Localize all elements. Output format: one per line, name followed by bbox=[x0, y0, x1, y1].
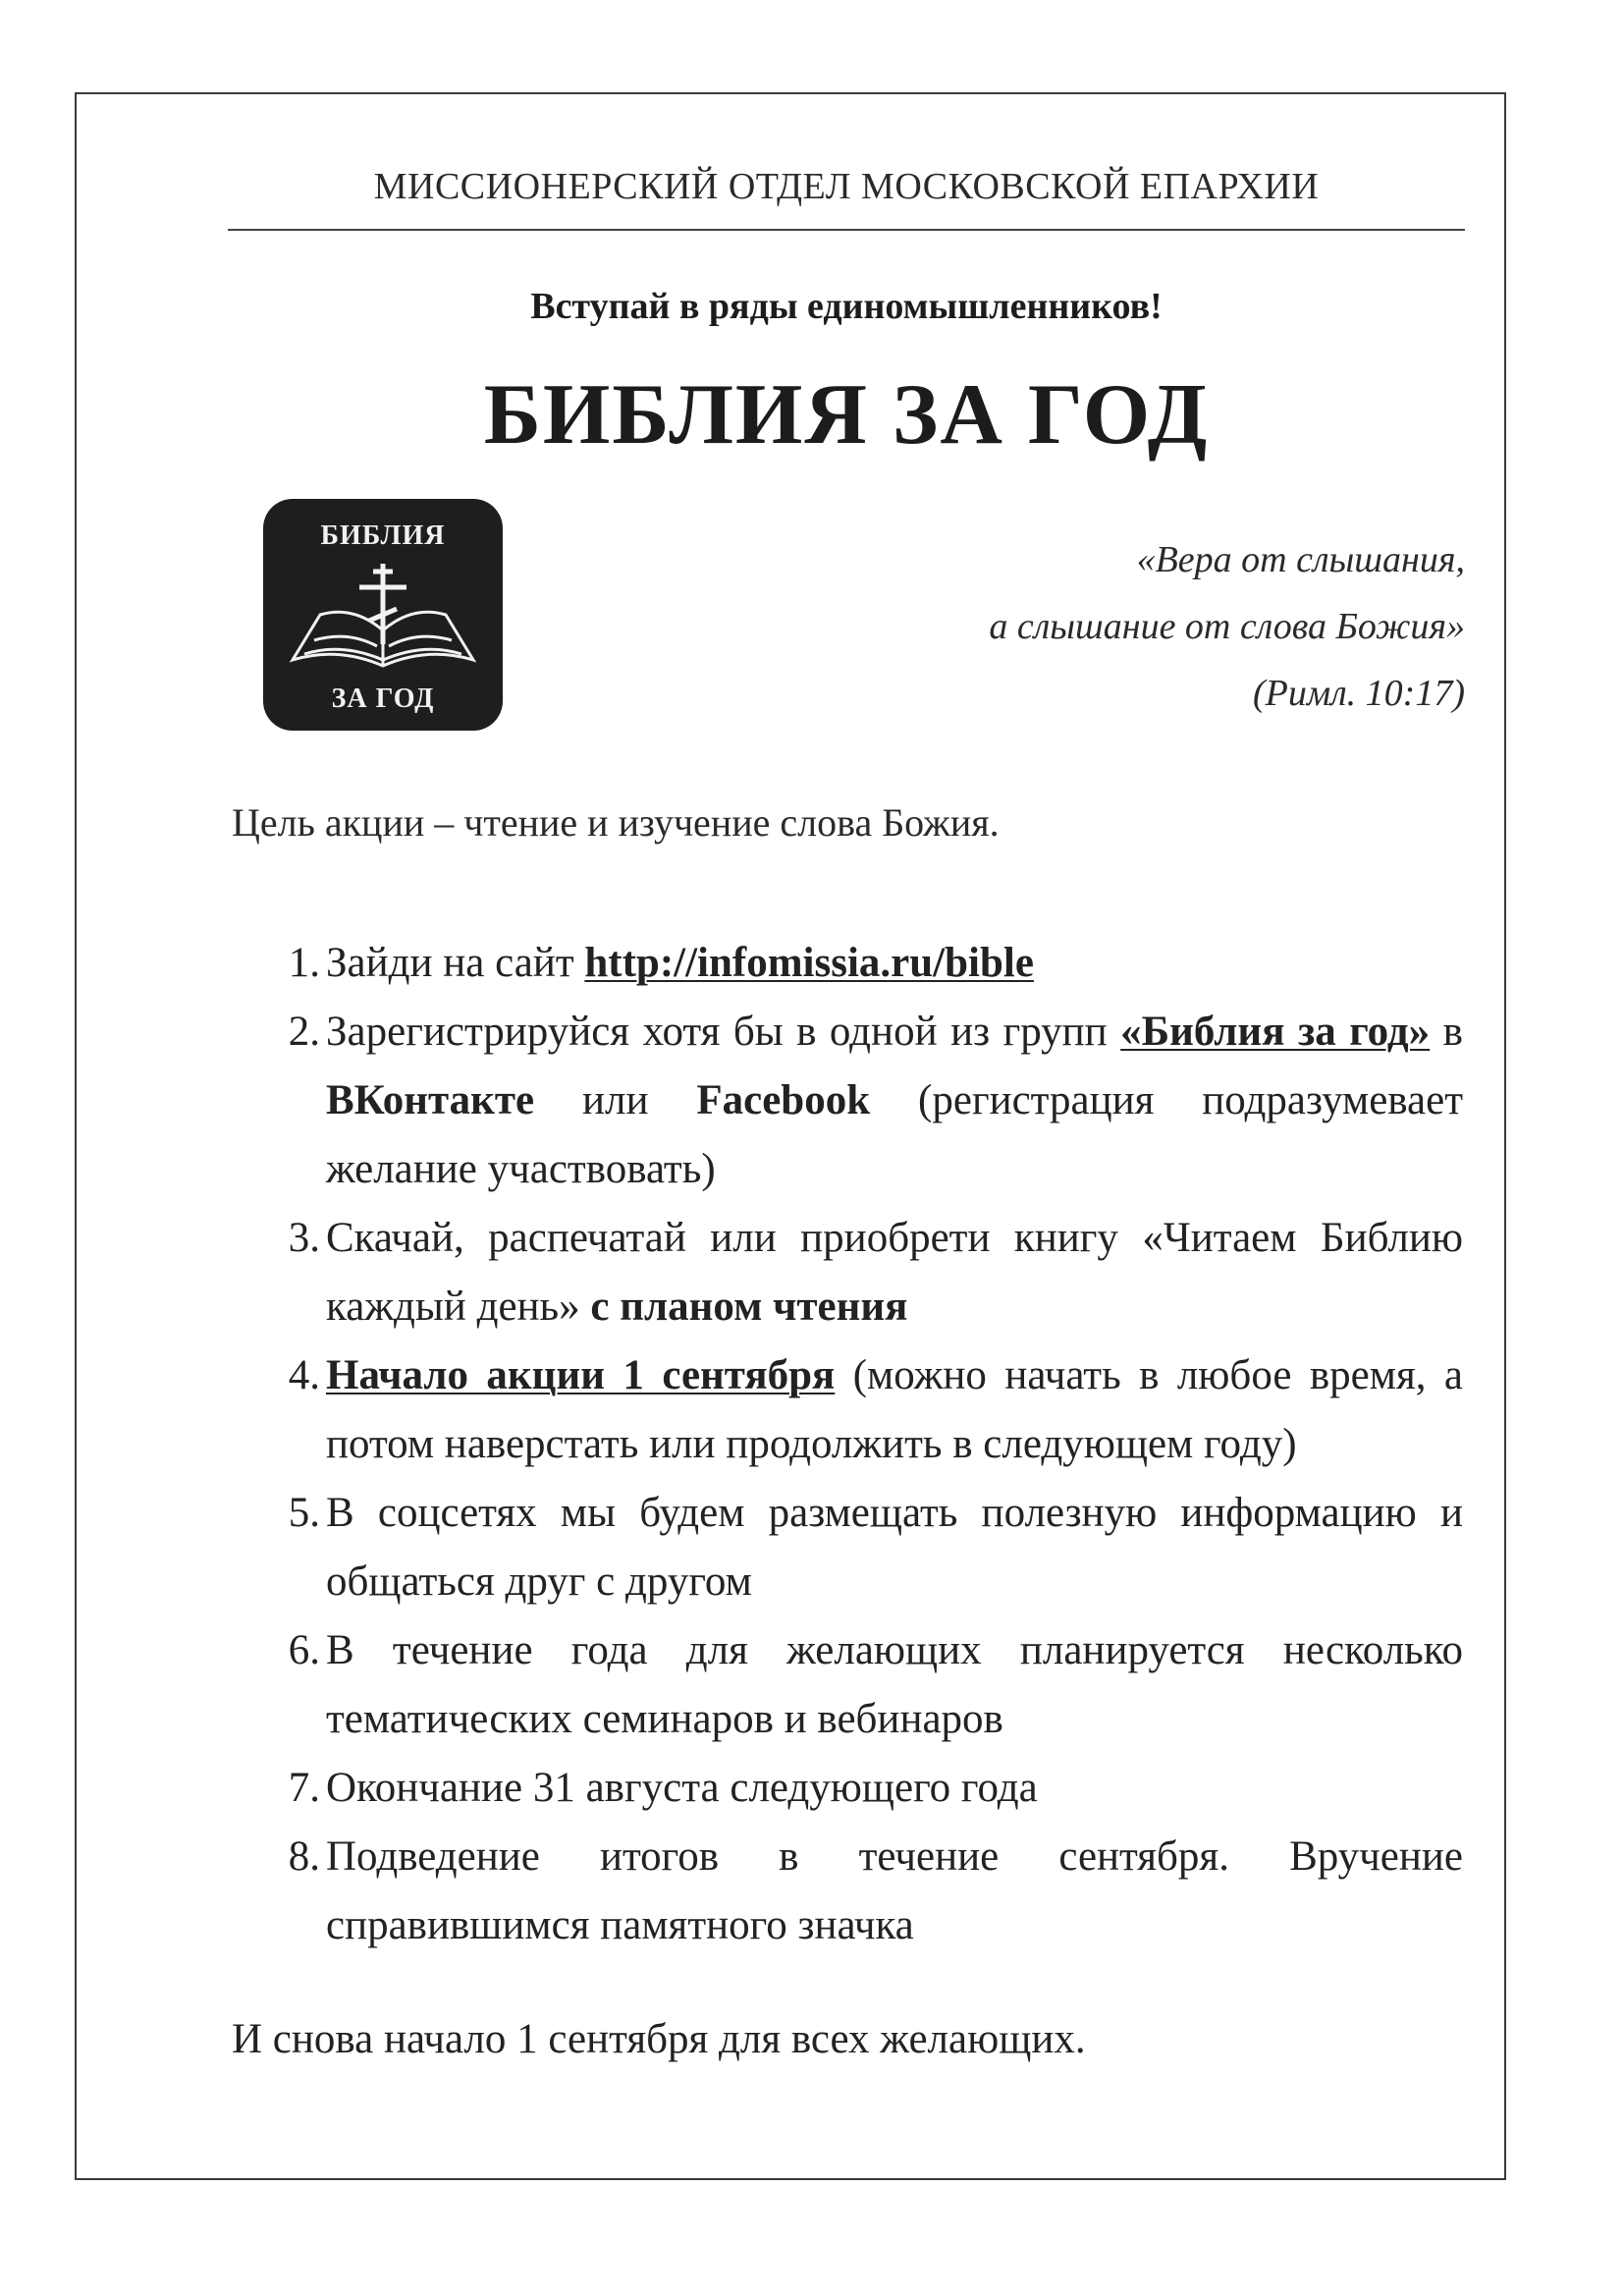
step-text bbox=[326, 1204, 1463, 1341]
list-item bbox=[232, 998, 1463, 1204]
bible-logo bbox=[263, 499, 503, 731]
step-text: В течение года для желающих планируется несколько тематических семинаров и вебинаров bbox=[326, 1627, 1463, 1742]
reading-plan-label: с планом чтения bbox=[590, 1284, 908, 1330]
step-number: 8. bbox=[288, 1833, 320, 1880]
step-text bbox=[326, 998, 1463, 1204]
logo-text-top: БИБЛИЯ bbox=[320, 520, 446, 551]
list-item bbox=[232, 1754, 1463, 1823]
quote-line-1: «Вера от слышания, bbox=[1136, 539, 1465, 580]
quote-source: (Римл. 10:17) bbox=[1253, 673, 1465, 714]
list-item bbox=[232, 1204, 1463, 1341]
logo-text-bottom: ЗА ГОД bbox=[331, 683, 435, 714]
list-item bbox=[232, 1616, 1463, 1754]
step-text: В соцсетях мы будем размещать полезную информацию и общаться друг с другом bbox=[326, 1490, 1463, 1605]
step-number: 4. bbox=[288, 1352, 320, 1398]
facebook-label: Facebook bbox=[696, 1077, 871, 1123]
step-number: 7. bbox=[288, 1765, 320, 1811]
department-header: МИССИОНЕРСКИЙ ОТДЕЛ МОСКОВСКОЙ ЕПАРХИИ bbox=[373, 166, 1320, 207]
list-item bbox=[232, 1479, 1463, 1616]
group-link[interactable]: «Библия за год» bbox=[1120, 1009, 1431, 1055]
page-title: БИБЛИЯ ЗА ГОД bbox=[483, 367, 1210, 463]
step-text: Окончание 31 августа следующего года bbox=[326, 1765, 1038, 1811]
step-number: 1. bbox=[288, 940, 320, 986]
step-text-part: в bbox=[1430, 1009, 1463, 1055]
header-divider bbox=[228, 229, 1465, 231]
step-number: 3. bbox=[288, 1215, 320, 1261]
step-text bbox=[326, 1341, 1463, 1479]
tagline: Вступай в ряды единомышленников! bbox=[530, 286, 1163, 327]
step-text bbox=[326, 929, 1463, 998]
list-item bbox=[232, 929, 1463, 998]
list-item bbox=[232, 1823, 1463, 1960]
step-number: 2. bbox=[288, 1009, 320, 1055]
step-text: Подведение итогов в течение сентября. Вручение справившимся памятного значка bbox=[326, 1833, 1463, 1948]
steps-list bbox=[232, 929, 1463, 1960]
step-text-part: или bbox=[534, 1077, 697, 1123]
goal-statement: Цель акции – чтение и изучение слова Божия. bbox=[232, 800, 1000, 845]
step-text-part: Зарегистрируйся хотя бы в одной из групп bbox=[326, 1009, 1121, 1055]
closing-statement: И снова начало 1 сентября для всех желающих. bbox=[232, 2016, 1086, 2062]
website-link[interactable]: http://infomissia.ru/bible bbox=[584, 940, 1034, 986]
step-text-part: Скачай, распечатай или приобрети книгу «Читаем Библию каждый день» bbox=[326, 1215, 1463, 1330]
step-number: 5. bbox=[288, 1490, 320, 1536]
step-number: 6. bbox=[288, 1627, 320, 1673]
quote-line-2: а слышание от слова Божия» bbox=[989, 606, 1465, 647]
list-item bbox=[232, 1341, 1463, 1479]
scripture-quote bbox=[719, 526, 1465, 727]
step-text-part: (можно начать в любое время, а потом наверстать или продолжить в следующем году) bbox=[326, 1352, 1463, 1467]
vk-label: ВКонтакте bbox=[326, 1077, 535, 1123]
step-text-part: Зайди на сайт bbox=[326, 940, 585, 986]
start-date-label: Начало акции 1 сентября bbox=[326, 1352, 836, 1398]
step-text-part: (регистрация подразумевает желание участвовать) bbox=[326, 1077, 1464, 1192]
